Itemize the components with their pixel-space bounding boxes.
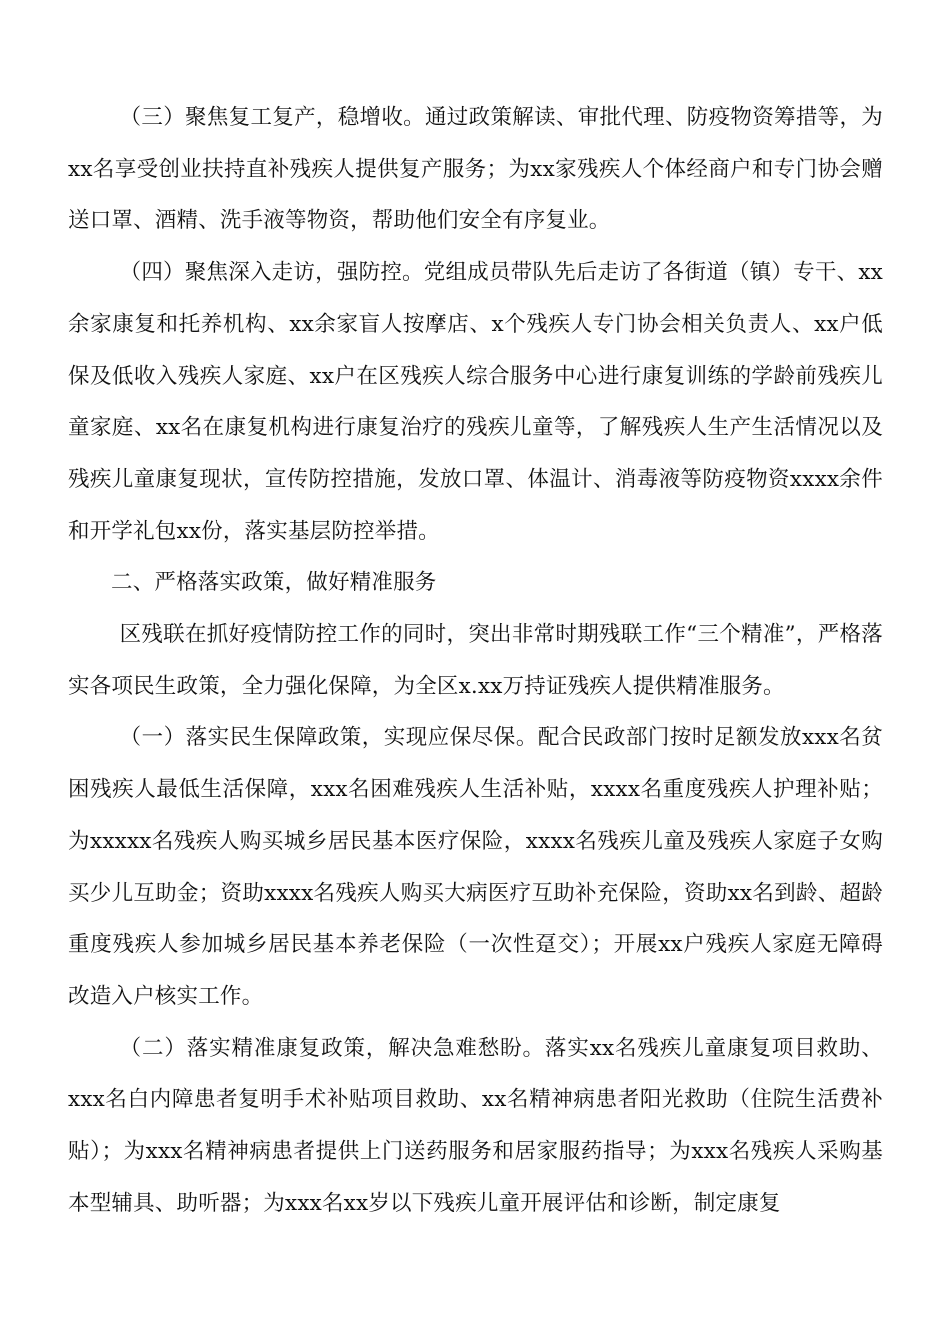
section-heading-policy: 二、严格落实政策，做好精准服务 [111, 570, 437, 596]
paragraph-rehabilitation-policy: （二）落实精准康复政策，解决急难愁盼。落实xx名残疾儿童康复项目救助、xxx名白内障患者复明手术补贴项目救助、xx名精神病患者阳光救助（住院生活费补贴）；为xxx名精神病患者提供上门送药服务和居家服药指导；为xxx名残疾人采购基本型辅具、助听器；为xxx名xx岁以下残疾儿童开展评估和诊断，制定康复 [68, 1035, 883, 1216]
paragraph-policy-intro: 区残联在抓好疫情防控工作的同时，突出非常时期残联工作“三个精准”，严格落实各项民生政策，全力强化保障，为全区x.xx万持证残疾人提供精准服务。 [68, 622, 883, 699]
document-body [68, 92, 883, 1229]
paragraph-resumption-of-work: （三）聚焦复工复产，稳增收。通过政策解读、审批代理、防疫物资筹措等，为xx名享受创业扶持直补残疾人提供复产服务；为xx家残疾人个体经商户和专门协会赠送口罩、酒精、洗手液等物资，帮助他们安全有序复业。 [68, 105, 883, 234]
paragraph-visits-and-prevention: （四）聚焦深入走访，强防控。党组成员带队先后走访了各街道（镇）专干、xx余家康复和托养机构、xx余家盲人按摩店、x个残疾人专门协会相关负责人、xx户低保及低收入残疾人家庭、xx户在区残疾人综合服务中心进行康复训练的学龄前残疾儿童家庭、xx名在康复机构进行康复治疗的残疾儿童等，了解残疾人生产生活情况以及残疾儿童康复现状，宣传防控措施，发放口罩、体温计、消毒液等防疫物资xxxx余件和开学礼包xx份，落实基层防控举措。 [68, 260, 883, 544]
paragraph-livelihood-security: （一）落实民生保障政策，实现应保尽保。配合民政部门按时足额发放xxx名贫困残疾人最低生活保障，xxx名困难残疾人生活补贴，xxxx名重度残疾人护理补贴；为xxxxx名残疾人购买城乡居民基本医疗保险，xxxx名残疾儿童及残疾人家庭子女购买少儿互助金；资助xxxx名残疾人购买大病医疗互助补充保险，资助xx名到龄、超龄重度残疾人参加城乡居民基本养老保险（一次性趸交）；开展xx户残疾人家庭无障碍改造入户核实工作。 [68, 725, 883, 1009]
